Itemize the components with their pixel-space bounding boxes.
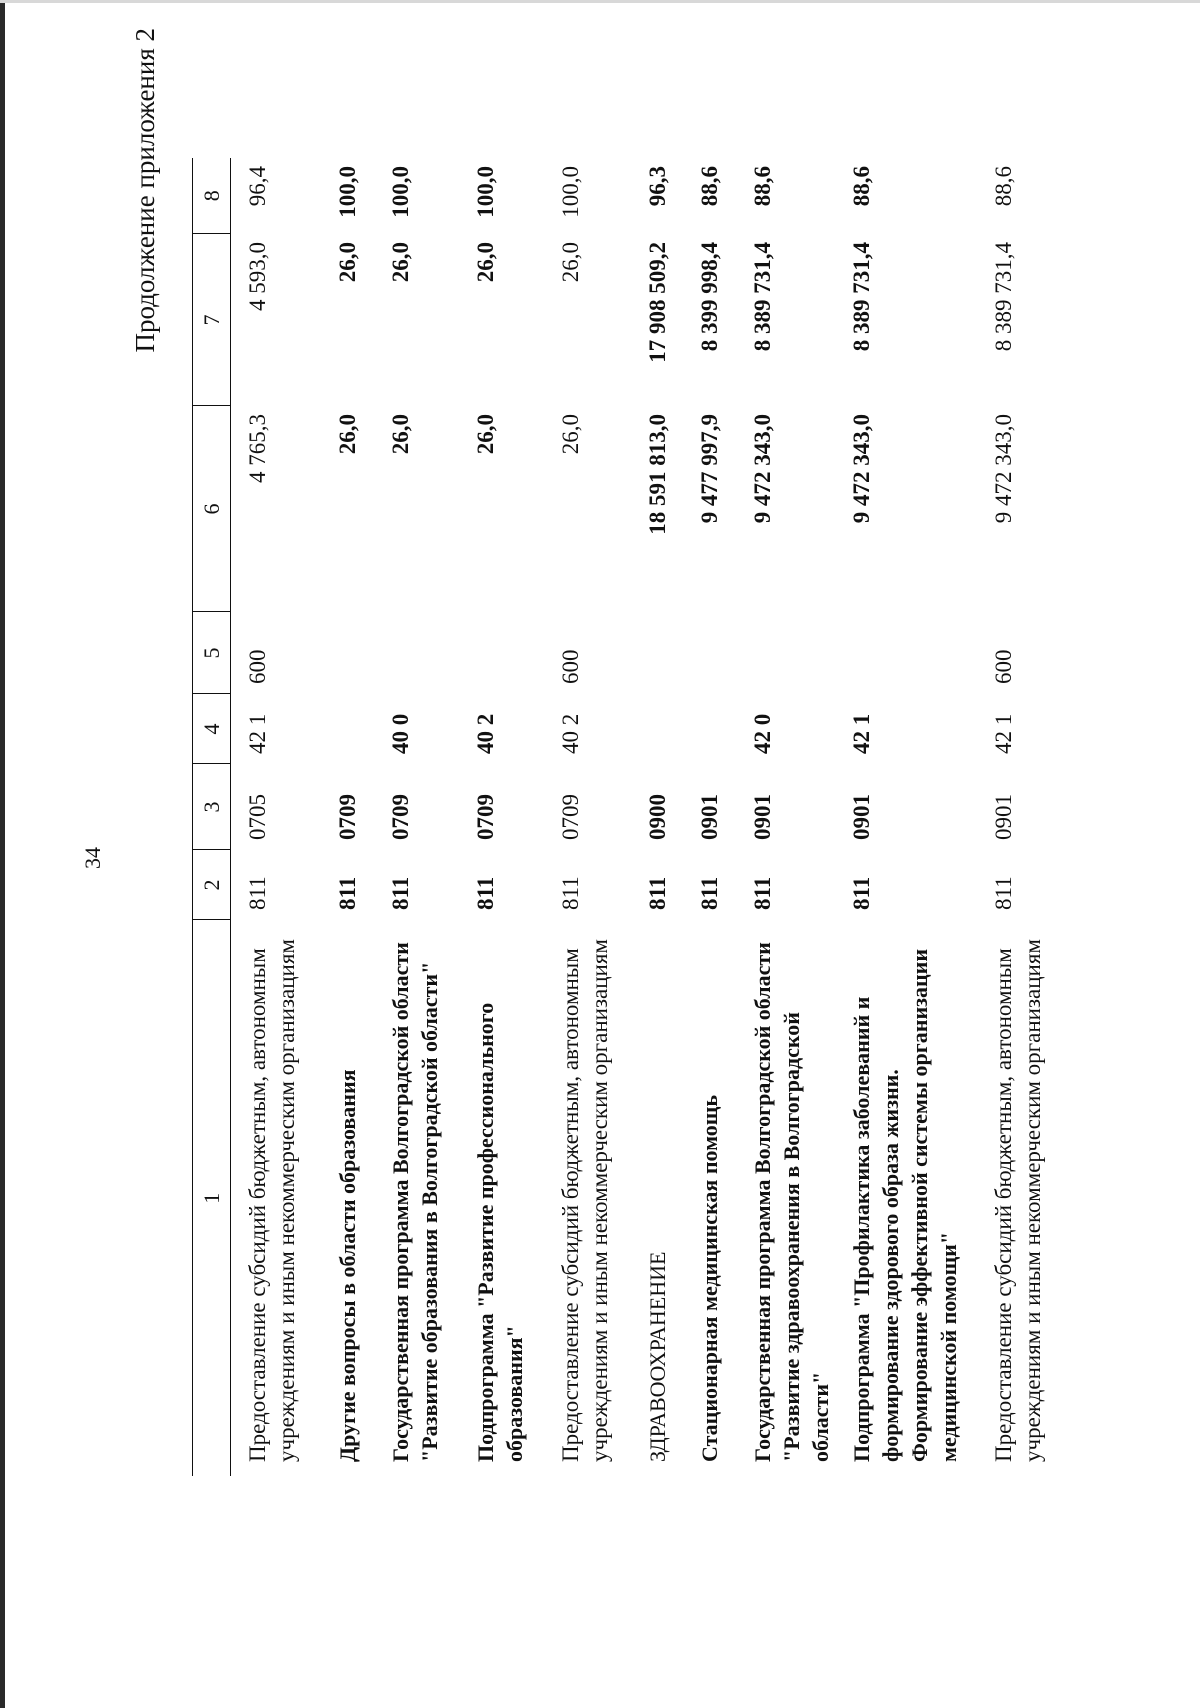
cell-planned: 26,0	[472, 414, 498, 455]
cell-target-code: 42 1	[848, 713, 874, 754]
cell-section-code: 0901	[749, 794, 775, 840]
cell-planned: 9 472 343,0	[749, 414, 775, 524]
cell-admin-code: 811	[749, 876, 775, 910]
row-name: Предоставление субсидий бюджетным, автономным учреждениям и иным некоммерческим организациям	[245, 939, 299, 1462]
cell-percent: 96,4	[245, 166, 270, 207]
cell-expense-type	[374, 612, 459, 694]
cell-admin-code: 811	[472, 876, 498, 910]
cell-actual: 17 908 509,2	[644, 242, 670, 363]
cell-section-code: 0709	[472, 794, 498, 840]
cell-admin-code: 811	[334, 876, 360, 910]
column-header-4: 4	[193, 694, 231, 764]
cell-admin-code: 811	[387, 876, 413, 910]
row-name: Предоставление субсидий бюджетным, автономным учреждениям и иным некоммерческим организациям	[557, 939, 612, 1462]
cell-admin-code: 811	[644, 876, 670, 910]
cell-actual: 8 389 731,4	[749, 242, 775, 352]
cell-expense-type	[835, 612, 977, 694]
cell-section-code: 0900	[644, 794, 670, 840]
table-row	[631, 158, 683, 1476]
cell-admin-code: 811	[557, 876, 583, 910]
cell-percent: 88,6	[749, 166, 775, 207]
cell-section-code: 0901	[990, 794, 1016, 840]
cell-target-code	[631, 694, 683, 764]
cell-planned: 26,0	[334, 414, 360, 455]
cell-expense-type	[459, 612, 544, 694]
column-header-3: 3	[193, 764, 231, 850]
cell-percent: 88,6	[990, 166, 1016, 207]
cell-percent: 100,0	[557, 166, 583, 218]
table-row	[683, 158, 736, 1476]
cell-percent: 100,0	[334, 166, 360, 218]
cell-section-code: 0901	[696, 794, 722, 840]
column-header-6: 6	[193, 406, 231, 612]
table-row	[544, 158, 631, 1476]
column-header-7: 7	[193, 234, 231, 406]
page-number: 34	[80, 847, 105, 869]
cell-target-code: 42 1	[245, 713, 270, 754]
cell-expense-type	[736, 612, 835, 694]
cell-admin-code: 811	[848, 876, 874, 910]
cell-planned: 26,0	[557, 414, 583, 455]
cell-percent: 100,0	[472, 166, 498, 218]
cell-expense-type: 600	[557, 649, 583, 684]
column-header-8: 8	[193, 158, 231, 234]
row-name: Государственная программа Волгоградской области "Развитие здравоохранения в Волгоградской области"	[749, 942, 833, 1462]
cell-section-code: 0901	[848, 794, 874, 840]
row-name: Стационарная медицинская помощь	[696, 1095, 722, 1462]
column-header-5: 5	[193, 612, 231, 694]
cell-expense-type	[321, 612, 374, 694]
row-name: Государственная программа Волгоградской области "Развитие образования в Волгоградской области"	[387, 942, 442, 1462]
cell-actual: 4 593,0	[245, 242, 270, 311]
cell-planned: 26,0	[387, 414, 413, 455]
row-name: Предоставление субсидий бюджетным, автономным учреждениям и иным некоммерческим организациям	[990, 939, 1045, 1462]
cell-section-code: 0709	[557, 794, 583, 840]
row-name: ЗДРАВООХРАНЕНИЕ	[644, 1251, 670, 1462]
cell-planned: 18 591 813,0	[644, 414, 670, 535]
cell-percent: 88,6	[696, 166, 722, 207]
cell-section-code: 0709	[334, 794, 360, 840]
cell-expense-type	[631, 612, 683, 694]
cell-expense-type: 600	[245, 649, 270, 684]
table-row	[459, 158, 544, 1476]
table-row	[321, 158, 374, 1476]
table-row	[374, 158, 459, 1476]
cell-percent: 88,6	[848, 166, 874, 207]
cell-target-code: 40 2	[472, 713, 498, 754]
cell-actual: 26,0	[472, 242, 498, 283]
cell-section-code: 0709	[387, 794, 413, 840]
cell-actual: 8 399 998,4	[696, 242, 722, 352]
column-header-1: 1	[193, 920, 231, 1476]
cell-admin-code: 811	[696, 876, 722, 910]
appendix-caption: Продолжение приложения 2	[130, 28, 160, 353]
table-row	[977, 158, 1052, 1476]
cell-actual: 8 389 731,4	[848, 242, 874, 352]
cell-actual: 26,0	[334, 242, 360, 283]
cell-admin-code: 811	[245, 876, 270, 910]
table-row	[231, 158, 321, 1476]
cell-percent: 96,3	[644, 166, 670, 207]
cell-admin-code: 811	[990, 876, 1016, 910]
table-row	[736, 158, 835, 1476]
cell-target-code	[683, 694, 736, 764]
cell-actual: 26,0	[557, 242, 583, 283]
cell-expense-type: 600	[990, 649, 1016, 684]
cell-target-code: 40 2	[557, 713, 583, 754]
row-name: Подпрограмма "Развитие профессионального образования"	[472, 1002, 527, 1462]
cell-section-code: 0705	[245, 794, 270, 840]
column-header-2: 2	[193, 850, 231, 920]
cell-planned: 9 472 343,0	[990, 414, 1016, 524]
cell-percent: 100,0	[387, 166, 413, 218]
row-name: Другие вопросы в области образования	[334, 1069, 360, 1462]
row-name: Подпрограмма "Профилактика заболеваний и формирование здорового образа жизни. Формирование эффективной системы организации медицинской помощи"	[848, 948, 961, 1462]
cell-planned: 4 765,3	[245, 414, 270, 483]
cell-target-code: 42 1	[990, 713, 1016, 754]
cell-planned: 9 477 997,9	[696, 414, 722, 524]
cell-target-code	[321, 694, 374, 764]
budget-table	[192, 158, 1052, 1476]
cell-actual: 8 389 731,4	[990, 242, 1016, 352]
cell-expense-type	[683, 612, 736, 694]
cell-actual: 26,0	[387, 242, 413, 283]
cell-target-code: 40 0	[387, 713, 413, 754]
header-row	[193, 158, 231, 1476]
cell-planned: 9 472 343,0	[848, 414, 874, 524]
cell-target-code: 42 0	[749, 713, 775, 754]
table-row	[835, 158, 977, 1476]
